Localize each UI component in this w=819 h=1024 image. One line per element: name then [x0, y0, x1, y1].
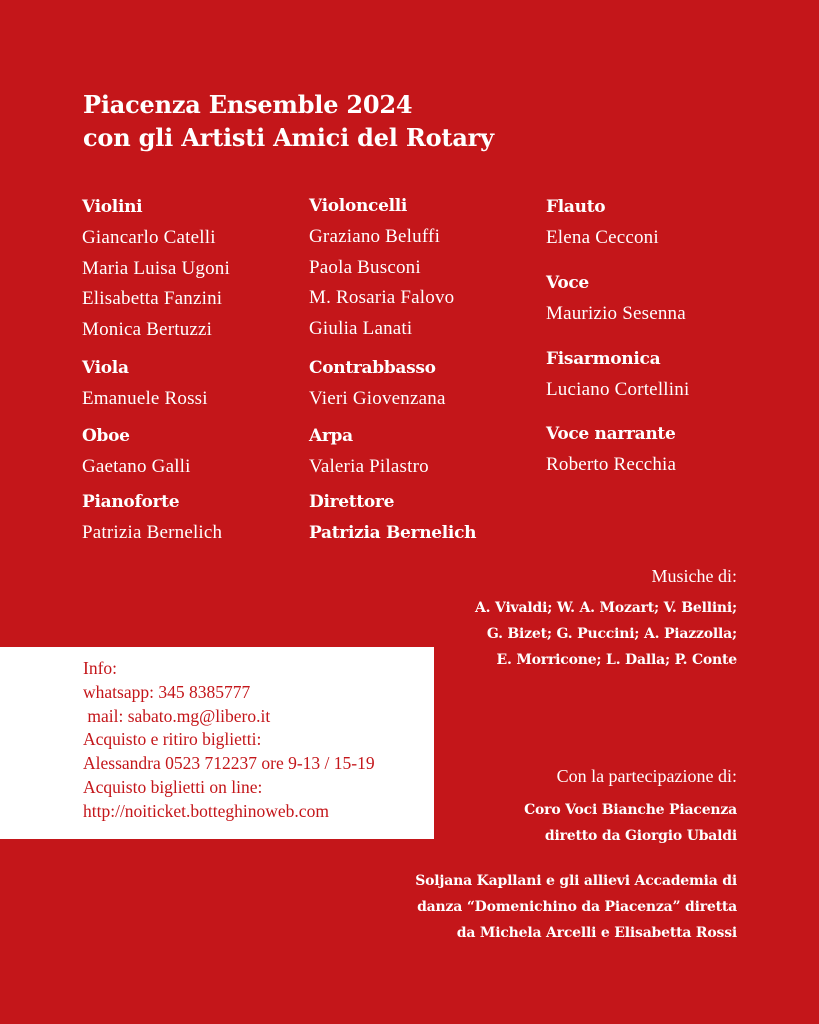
section-heading: Violoncelli [309, 196, 408, 216]
performer-name: Patrizia Bernelich [82, 522, 223, 543]
section-heading: Violini [82, 197, 143, 217]
title-line-2: con gli Artisti Amici del Rotary [83, 123, 494, 152]
section-voce [546, 268, 686, 330]
section-heading: Voce [546, 273, 589, 293]
performer-name: Vieri Giovenzana [309, 388, 446, 409]
section-heading: Fisarmonica [546, 349, 661, 369]
whatsapp-number[interactable]: whatsapp: 345 8385777 [83, 681, 251, 702]
performer-name: Valeria Pilastro [309, 456, 429, 477]
danza-line: Soljana Kapllani e gli allievi Accademia di [415, 873, 737, 889]
composers-line: A. Vivaldi; W. A. Mozart; V. Bellini; [475, 600, 737, 616]
conductor-name: Patrizia Bernelich [309, 523, 477, 543]
section-heading: Flauto [546, 197, 606, 217]
section-heading: Oboe [82, 426, 130, 446]
musiche-block [475, 561, 737, 673]
info-heading: Info: [83, 658, 118, 678]
email-link[interactable]: mail: sabato.mg@libero.it [83, 705, 271, 726]
tickets-label: Acquisto e ritiro biglietti: [83, 729, 262, 750]
performer-name: Maurizio Sesenna [546, 303, 686, 324]
section-oboe [82, 421, 191, 483]
section-fisarmonica [546, 344, 689, 406]
performer-name: Roberto Recchia [546, 454, 677, 475]
performer-name: Giulia Lanati [309, 317, 413, 339]
section-flauto [546, 192, 659, 254]
performer-name: Monica Bertuzzi [82, 318, 213, 340]
danza-block [415, 868, 737, 946]
section-contrabbasso [309, 353, 446, 415]
performer-name: Graziano Beluffi [309, 226, 441, 247]
section-heading: Direttore [309, 492, 395, 512]
composers-line: E. Morricone; L. Dalla; P. Conte [496, 652, 737, 668]
section-direttore [309, 487, 476, 549]
section-viola [82, 353, 208, 415]
performer-name: Gaetano Galli [82, 456, 191, 477]
performer-name: M. Rosaria Falovo [309, 287, 455, 308]
section-pianoforte [82, 487, 222, 549]
performer-name: Elena Cecconi [546, 227, 659, 248]
section-voce-narrante [546, 419, 676, 481]
danza-line: da Michela Arcelli e Elisabetta Rossi [456, 925, 737, 941]
title-line-1: Piacenza Ensemble 2024 [83, 90, 413, 119]
composers-line: G. Bizet; G. Puccini; A. Piazzolla; [486, 626, 737, 642]
tickets-url-link[interactable]: http://noiticket.botteghinoweb.com [83, 800, 329, 821]
flyer-title [83, 88, 494, 154]
section-violoncelli [309, 191, 454, 344]
danza-line: danza “Domenichino da Piacenza” diretta [417, 899, 737, 915]
section-heading: Pianoforte [82, 492, 180, 512]
section-heading: Contrabbasso [309, 358, 436, 378]
performer-name: Emanuele Rossi [82, 388, 208, 409]
performer-name: Maria Luisa Ugoni [82, 257, 230, 279]
performer-name: Luciano Cortellini [546, 379, 690, 400]
coro-line: Coro Voci Bianche Piacenza [524, 802, 737, 818]
section-heading: Arpa [309, 426, 353, 446]
section-arpa [309, 421, 429, 483]
section-heading: Viola [82, 358, 129, 378]
online-tickets-label: Acquisto biglietti on line: [83, 776, 263, 797]
partecipazione-block [524, 761, 737, 849]
partecipazione-label: Con la partecipazione di: [556, 766, 737, 786]
musiche-label: Musiche di: [651, 566, 737, 586]
performer-name: Giancarlo Catelli [82, 227, 216, 248]
tickets-contact: Alessandra 0523 712237 ore 9-13 / 15-19 [83, 753, 375, 774]
performer-name: Paola Busconi [309, 256, 421, 278]
section-heading: Voce narrante [546, 424, 676, 444]
coro-line: diretto da Giorgio Ubaldi [544, 828, 737, 844]
performer-name: Elisabetta Fanzini [82, 288, 223, 309]
section-violini [82, 192, 230, 345]
info-box [0, 647, 434, 839]
